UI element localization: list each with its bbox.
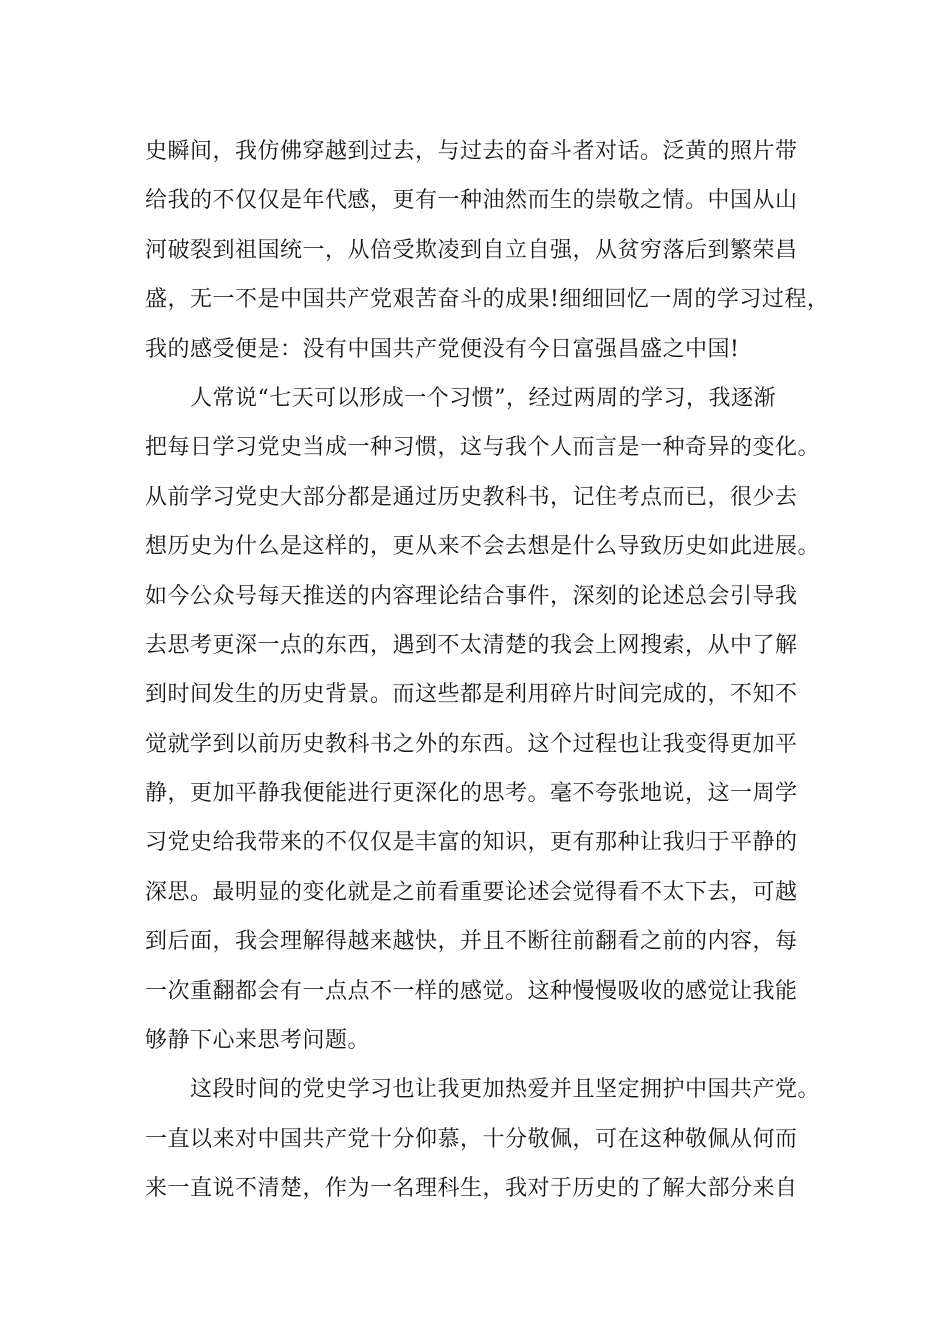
paragraph [145, 374, 825, 1065]
text-line: 我的感受便是：没有中国共产党便没有今日富强昌盛之中国! [145, 336, 740, 362]
text-line: 把每日学习党史当成一种习惯，这与我个人而言是一种奇异的变化。 [145, 435, 821, 461]
text-line: 这段时间的党史学习也让我更加热爱并且坚定拥护中国共产党。 [145, 1077, 821, 1103]
text-line: 觉就学到以前历史教科书之外的东西。这个过程也让我变得更加平 [145, 731, 798, 757]
document-body [145, 127, 830, 1214]
paragraph [145, 127, 830, 374]
text-line: 到时间发生的历史背景。而这些都是利用碎片时间完成的，不知不 [145, 682, 798, 708]
text-line: 来一直说不清楚，作为一名理科生，我对于历史的了解大部分来自 [145, 1176, 798, 1202]
text-line: 习党史给我带来的不仅仅是丰富的知识，更有那种让我归于平静的 [145, 830, 798, 856]
text-line: 河破裂到祖国统一，从倍受欺凌到自立自强，从贫穷落后到繁荣昌 [145, 237, 798, 263]
text-line: 深思。最明显的变化就是之前看重要论述会觉得看不太下去，可越 [145, 879, 798, 905]
text-line: 史瞬间，我仿佛穿越到过去，与过去的奋斗者对话。泛黄的照片带 [145, 139, 798, 164]
text-line: 静，更加平静我便能进行更深化的思考。毫不夸张地说，这一周学 [145, 781, 798, 807]
text-line: 一次重翻都会有一点点不一样的感觉。这种慢慢吸收的感觉让我能 [145, 978, 798, 1004]
text-line: 给我的不仅仅是年代感，更有一种油然而生的崇敬之情。中国从山 [145, 188, 798, 214]
text-line: 盛，无一不是中国共产党艰苦奋斗的成果!细细回忆一周的学习过程， [145, 287, 830, 313]
text-line: 够静下心来思考问题。 [145, 1028, 371, 1054]
text-line: 想历史为什么是这样的，更从来不会去想是什么导致历史如此进展。 [145, 534, 821, 560]
text-line: 去思考更深一点的东西，遇到不太清楚的我会上网搜索，从中了解 [145, 632, 798, 658]
text-line: 人常说“七天可以形成一个习惯”，经过两周的学习，我逐渐 [145, 385, 776, 411]
text-line: 到后面，我会理解得越来越快，并且不断往前翻看之前的内容，每 [145, 929, 798, 955]
paragraph [145, 1065, 825, 1213]
text-line: 如今公众号每天推送的内容理论结合事件，深刻的论述总会引导我 [145, 583, 798, 609]
text-line: 从前学习党史大部分都是通过历史教科书，记住考点而已，很少去 [145, 484, 798, 510]
text-line: 一直以来对中国共产党十分仰慕，十分敬佩，可在这种敬佩从何而 [145, 1126, 798, 1152]
